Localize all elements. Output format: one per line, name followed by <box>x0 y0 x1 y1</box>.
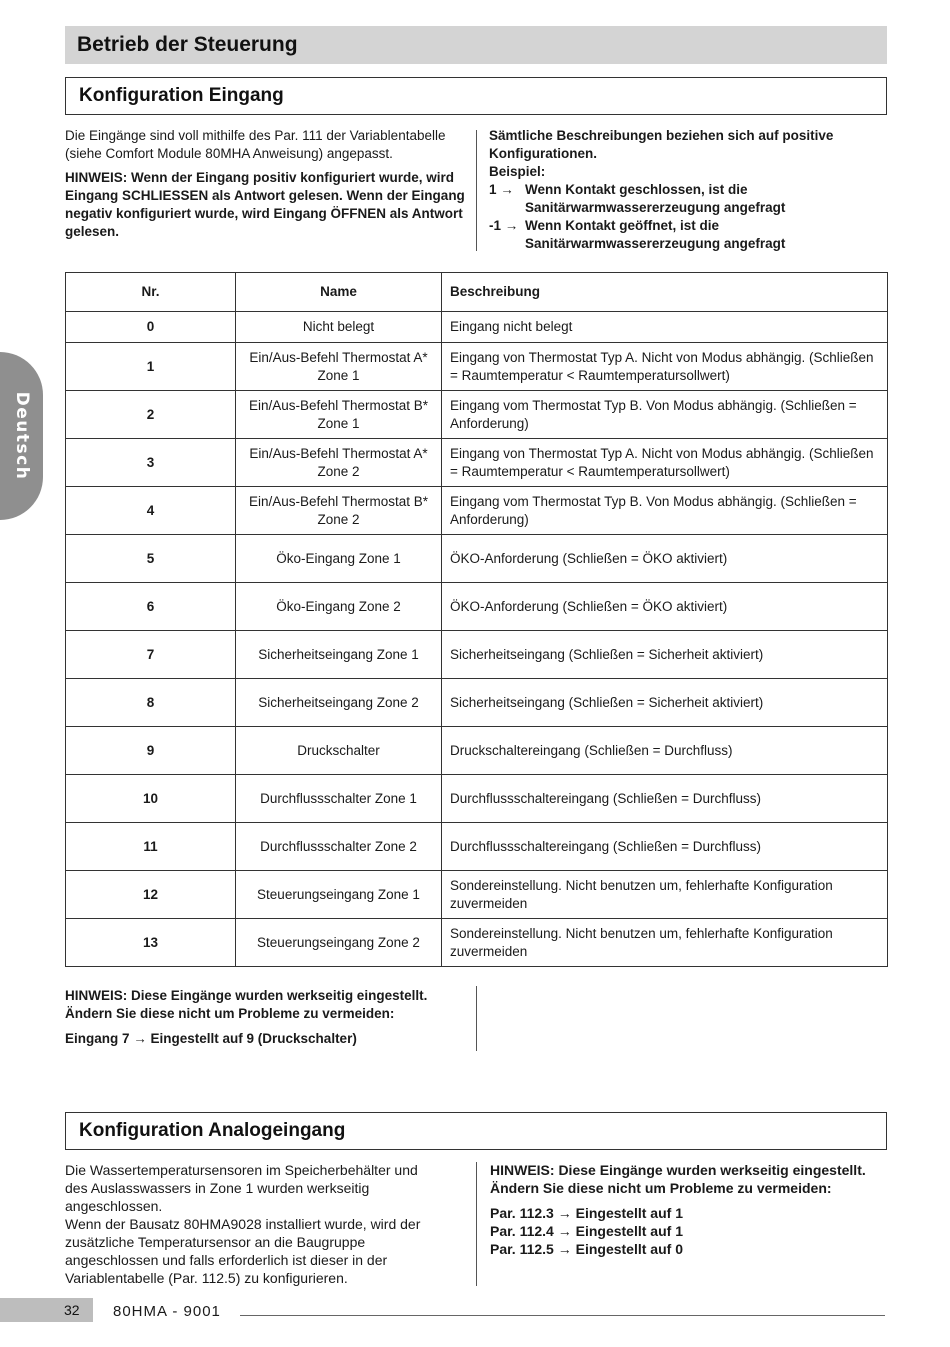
cell-nr: 5 <box>66 535 236 583</box>
cell-name: Öko-Eingang Zone 2 <box>236 583 442 631</box>
input-config-table <box>65 272 888 967</box>
section1-positive-note: Sämtliche Beschreibungen beziehen sich auf positive Konfigurationen. <box>489 128 834 161</box>
cell-description: ÖKO-Anforderung (Schließen = ÖKO aktiviert) <box>442 535 888 583</box>
example-text-2: Wenn Kontakt geöffnet, ist die Sanitärwarmwassererzeugung angefragt <box>525 218 786 251</box>
document-code: 80HMA - 9001 <box>113 1303 221 1320</box>
cell-nr: 10 <box>66 775 236 823</box>
section1-intro: Die Eingänge sind voll mithilfe des Par. 111 der Variablentabelle (siehe Comfort Module 80MHA Anweisung) angepasst. <box>65 128 446 161</box>
section2-sensor-text: Die Wassertemperatursensoren im Speicherbehälter und des Auslasswassers in Zone 1 wurden werkseitig angeschlossen. <box>65 1162 418 1214</box>
section1-left-column <box>65 127 467 241</box>
cell-name: Nicht belegt <box>236 312 442 343</box>
cell-description: Durchflussschaltereingang (Schließen = Durchfluss) <box>442 775 888 823</box>
table-row <box>66 535 888 583</box>
cell-description: Sicherheitseingang (Schließen = Sicherheit aktiviert) <box>442 679 888 727</box>
section2-left-column <box>65 1161 430 1287</box>
table-row <box>66 583 888 631</box>
cell-name: Ein/Aus-Befehl Thermostat A* Zone 2 <box>236 439 442 487</box>
cell-name: Ein/Aus-Befehl Thermostat A* Zone 1 <box>236 343 442 391</box>
cell-nr: 3 <box>66 439 236 487</box>
cell-description: Eingang vom Thermostat Typ B. Von Modus abhängig. (Schließen = Anforderung) <box>442 487 888 535</box>
example-row-1 <box>489 181 869 217</box>
table-row <box>66 919 888 967</box>
example-row-2 <box>489 217 869 253</box>
column-header-name: Name <box>236 273 442 312</box>
footer-rule <box>240 1315 885 1316</box>
cell-name: Durchflussschalter Zone 1 <box>236 775 442 823</box>
cell-description: Durchflussschaltereingang (Schließen = Durchfluss) <box>442 823 888 871</box>
cell-description: Eingang von Thermostat Typ A. Nicht von Modus abhängig. (Schließen = Raumtemperatur < Raumtemperatursollwert) <box>442 439 888 487</box>
cell-nr: 2 <box>66 391 236 439</box>
cell-nr: 9 <box>66 727 236 775</box>
cell-name: Durchflussschalter Zone 2 <box>236 823 442 871</box>
example-heading: Beispiel: <box>489 164 546 179</box>
table-row <box>66 487 888 535</box>
page-number: 32 <box>0 1298 93 1322</box>
factory-note-text: HINWEIS: Diese Eingänge wurden werkseitig eingestellt. Ändern Sie diese nicht um Probleme zu vermeiden: <box>65 988 428 1021</box>
language-tab <box>0 352 43 520</box>
table-row <box>66 631 888 679</box>
section2-factory-note: HINWEIS: Diese Eingänge wurden werkseitig eingestellt. Ändern Sie diese nicht um Probleme zu vermeiden: <box>490 1162 866 1196</box>
table-row <box>66 439 888 487</box>
cell-name: Ein/Aus-Befehl Thermostat B* Zone 2 <box>236 487 442 535</box>
column-divider <box>476 1162 477 1286</box>
factory-note <box>65 987 465 1048</box>
section-title-input-config: Konfiguration Eingang <box>65 77 887 115</box>
cell-name: Steuerungseingang Zone 2 <box>236 919 442 967</box>
table-row <box>66 727 888 775</box>
param-setting: Par. 112.3 → Eingestellt auf 1 <box>490 1205 683 1221</box>
cell-description: Eingang von Thermostat Typ A. Nicht von Modus abhängig. (Schließen = Raumtemperatur < Raumtemperatursollwert) <box>442 343 888 391</box>
table-row <box>66 823 888 871</box>
factory-note-setting: Eingang 7 → Eingestellt auf 9 (Druckschalter) <box>65 1031 357 1046</box>
section1-note: HINWEIS: Wenn der Eingang positiv konfiguriert wurde, wird Eingang SCHLIESSEN als Antwort gelesen. Wenn der Eingang negativ konfiguriert wurde, wird Eingang ÖFFNEN als Antwort gelesen. <box>65 170 465 239</box>
cell-nr: 0 <box>66 312 236 343</box>
cell-description: ÖKO-Anforderung (Schließen = ÖKO aktiviert) <box>442 583 888 631</box>
section2-right-column <box>490 1161 885 1258</box>
section2-kit-text: Wenn der Bausatz 80HMA9028 installiert wurde, wird der zusätzliche Temperatursensor an die Baugruppe angeschlossen und falls erforderlich ist dieser in der Variablentabelle (Par. 112.5) zu konfigurieren. <box>65 1216 421 1286</box>
cell-name: Sicherheitseingang Zone 1 <box>236 631 442 679</box>
cell-name: Steuerungseingang Zone 1 <box>236 871 442 919</box>
cell-nr: 12 <box>66 871 236 919</box>
section1-right-column <box>489 127 869 253</box>
column-header-description: Beschreibung <box>442 273 888 312</box>
table-header-row <box>66 273 888 312</box>
cell-description: Sicherheitseingang (Schließen = Sicherheit aktiviert) <box>442 631 888 679</box>
cell-nr: 6 <box>66 583 236 631</box>
table-row <box>66 312 888 343</box>
cell-name: Öko-Eingang Zone 1 <box>236 535 442 583</box>
cell-nr: 13 <box>66 919 236 967</box>
cell-nr: 1 <box>66 343 236 391</box>
cell-nr: 11 <box>66 823 236 871</box>
section-title-analog-config: Konfiguration Analogeingang <box>65 1112 887 1150</box>
cell-nr: 8 <box>66 679 236 727</box>
table-row <box>66 871 888 919</box>
column-header-nr: Nr. <box>66 273 236 312</box>
language-tab-label: Deutsch <box>11 391 32 481</box>
cell-description: Druckschaltereingang (Schließen = Durchfluss) <box>442 727 888 775</box>
cell-name: Sicherheitseingang Zone 2 <box>236 679 442 727</box>
page-header: Betrieb der Steuerung <box>65 26 887 64</box>
column-divider <box>476 986 477 1051</box>
cell-nr: 7 <box>66 631 236 679</box>
table-row <box>66 343 888 391</box>
cell-description: Sondereinstellung. Nicht benutzen um, fehlerhafte Konfiguration zuvermeiden <box>442 871 888 919</box>
cell-description: Eingang nicht belegt <box>442 312 888 343</box>
param-setting: Par. 112.4 → Eingestellt auf 1 <box>490 1223 683 1239</box>
table-row <box>66 775 888 823</box>
cell-name: Druckschalter <box>236 727 442 775</box>
cell-description: Sondereinstellung. Nicht benutzen um, fehlerhafte Konfiguration zuvermeiden <box>442 919 888 967</box>
example-text-1: Wenn Kontakt geschlossen, ist die Sanitärwarmwassererzeugung angefragt <box>525 182 786 215</box>
column-divider <box>476 130 477 251</box>
example-key-1: 1 → <box>489 182 514 197</box>
param-setting: Par. 112.5 → Eingestellt auf 0 <box>490 1241 683 1257</box>
cell-description: Eingang vom Thermostat Typ B. Von Modus abhängig. (Schließen = Anforderung) <box>442 391 888 439</box>
example-key-2: -1 → <box>489 218 519 233</box>
cell-name: Ein/Aus-Befehl Thermostat B* Zone 1 <box>236 391 442 439</box>
cell-nr: 4 <box>66 487 236 535</box>
table-row <box>66 391 888 439</box>
table-row <box>66 679 888 727</box>
